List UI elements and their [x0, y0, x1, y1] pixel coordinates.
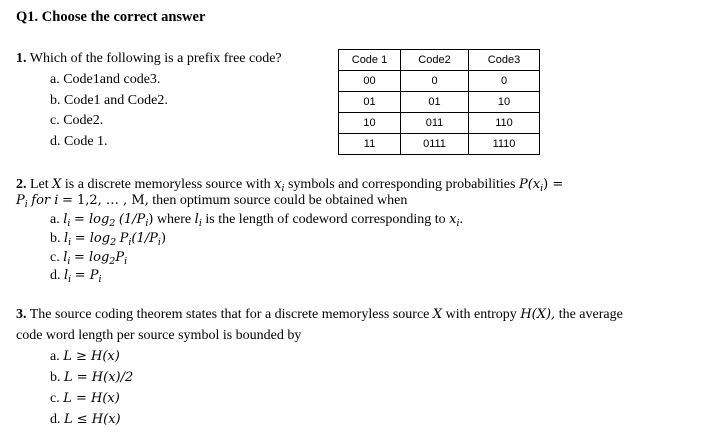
subscript: i [67, 218, 71, 229]
question-1-number: 1. [16, 51, 27, 66]
question-3-text: the average [558, 307, 623, 322]
subscript: i [145, 218, 149, 229]
q2-option-d[interactable] [50, 268, 102, 285]
q2-option-b[interactable] [50, 231, 166, 248]
question-3-text: The source coding theorem states that for a discrete memoryless source [29, 307, 430, 322]
var-xi [449, 212, 459, 227]
table-row [339, 71, 540, 92]
prob-expr [519, 177, 543, 192]
var-xi [274, 177, 284, 192]
q1-option-d[interactable]: d. Code 1. [50, 134, 108, 149]
q2-option-c[interactable] [50, 250, 127, 267]
question-2-text: is a discrete memoryless source with [64, 177, 271, 192]
subscript: i [540, 183, 544, 194]
table-cell: 0111 [401, 134, 469, 155]
prob-close: ) = [543, 177, 564, 192]
formula-l-i [63, 212, 70, 227]
formula-l: l [64, 268, 69, 283]
option-label: d. [50, 268, 61, 283]
formula-arg [131, 231, 166, 246]
formula-log [74, 250, 127, 265]
subscript: i [128, 237, 132, 248]
table-cell: 10 [469, 92, 540, 113]
formula-arg-text: (1/P [131, 231, 158, 246]
subscript: i [456, 218, 460, 229]
var-xi-base: x [274, 177, 282, 192]
formula-l: l [63, 250, 68, 265]
subscript: i [98, 274, 102, 285]
question-3-number: 3. [16, 307, 27, 322]
subscript: i [198, 218, 202, 229]
table-row [339, 113, 540, 134]
q1-option-a[interactable]: a. Code1and code3. [50, 72, 161, 87]
question-2-text: then optimum source could be obtained when [152, 193, 408, 208]
formula-l-i [64, 231, 71, 246]
code-table-header: Code3 [469, 50, 540, 71]
option-label: c. [50, 391, 60, 406]
question-1 [16, 51, 282, 67]
formula-l: l [64, 231, 69, 246]
table-cell: 00 [339, 71, 401, 92]
table-row [339, 134, 540, 155]
q1-option-b[interactable]: b. Code1 and Code2. [50, 93, 168, 108]
table-cell: 110 [469, 113, 540, 134]
q1-option-c[interactable]: c. Code2. [50, 113, 104, 128]
option-label: d. [50, 412, 61, 427]
table-cell: 01 [339, 92, 401, 113]
prob-p-i [16, 193, 28, 208]
formula-p-i [75, 268, 102, 283]
table-cell: 011 [401, 113, 469, 134]
subscript: i [124, 256, 128, 267]
q3-option-a[interactable] [50, 349, 120, 365]
subscript: 2 [109, 218, 116, 229]
question-3-line-2: code word length per source symbol is bounded by [16, 328, 302, 343]
subscript: 2 [110, 237, 117, 248]
table-cell: 1110 [469, 134, 540, 155]
formula-l-i [63, 250, 70, 265]
code-table-header-row [339, 50, 540, 71]
option-formula: L = H(x) [63, 391, 120, 406]
table-cell: 0 [469, 71, 540, 92]
formula-l: l [63, 212, 68, 227]
code-table-header: Code 1 [339, 50, 401, 71]
index-set: = 1,2, … , M, [61, 193, 149, 208]
question-2-number: 2. [16, 177, 27, 192]
question-1-text: Which of the following is a prefix free code? [29, 51, 282, 66]
formula-l-i [195, 212, 202, 227]
page-title: Q1. Choose the correct answer [16, 9, 206, 25]
q3-option-b[interactable] [50, 370, 133, 386]
question-2-line-2 [16, 193, 407, 210]
option-label: a. [50, 349, 60, 364]
subscript: i [68, 274, 72, 285]
table-cell: 0 [401, 71, 469, 92]
option-text: where [156, 212, 192, 227]
code-table [338, 49, 540, 155]
formula-close: ) [148, 212, 154, 227]
formula-p: = P [74, 268, 99, 283]
formula-log [74, 212, 115, 227]
formula-arg-text: (1/P [118, 212, 146, 227]
formula-close: ) [160, 231, 167, 246]
question-3-text: with entropy [445, 307, 517, 322]
question-3-line-1 [16, 307, 623, 323]
option-label: b. [50, 370, 61, 385]
option-label: c. [50, 250, 60, 265]
formula-log-text: = log [73, 250, 110, 265]
code-table-header: Code2 [401, 50, 469, 71]
q2-option-a[interactable]: a. $l_i = \log_2 (1/P_i)$ where $l_i$ is the length of codeword corresponding to $x_i$. [50, 212, 464, 229]
subscript: 2 [109, 256, 116, 267]
formula-log [75, 231, 116, 246]
formula-l-i [64, 268, 71, 283]
prob-expr-base: P(x [518, 177, 541, 192]
var-x: X [432, 307, 443, 322]
option-formula: L = H(x)/2 [64, 370, 134, 385]
prob-p: P [16, 193, 25, 208]
formula-log-text: = log [73, 212, 110, 227]
formula-arg [119, 212, 154, 227]
formula-p: P [119, 231, 129, 246]
table-row [339, 92, 540, 113]
formula-p: P [115, 250, 125, 265]
question-2-line-1 [16, 177, 563, 194]
table-cell: 10 [339, 113, 401, 134]
q3-option-d[interactable] [50, 412, 121, 428]
subscript: i [68, 237, 72, 248]
formula-log-text: = log [74, 231, 111, 246]
option-label: b. [50, 231, 61, 246]
formula-p-i [120, 231, 132, 246]
subscript: i [24, 199, 28, 210]
option-label: a. [50, 212, 60, 227]
subscript: i [67, 256, 71, 267]
subscript: i [157, 237, 161, 248]
entropy-expr: H(X), [520, 307, 556, 322]
question-2-text: Let [30, 177, 49, 192]
option-formula: L ≤ H(x) [64, 412, 121, 427]
var-xi-base: x [449, 212, 457, 227]
table-cell: 11 [339, 134, 401, 155]
option-formula: L ≥ H(x) [63, 349, 120, 364]
subscript: i [281, 183, 285, 194]
var-x: X [52, 177, 62, 192]
question-2-text: symbols and corresponding probabilities [287, 177, 516, 192]
option-text: is the length of codeword corresponding to [205, 212, 446, 227]
q3-option-c[interactable] [50, 391, 120, 407]
formula-l: l [194, 212, 199, 227]
for-clause: for i [31, 193, 59, 208]
table-cell: 01 [401, 92, 469, 113]
